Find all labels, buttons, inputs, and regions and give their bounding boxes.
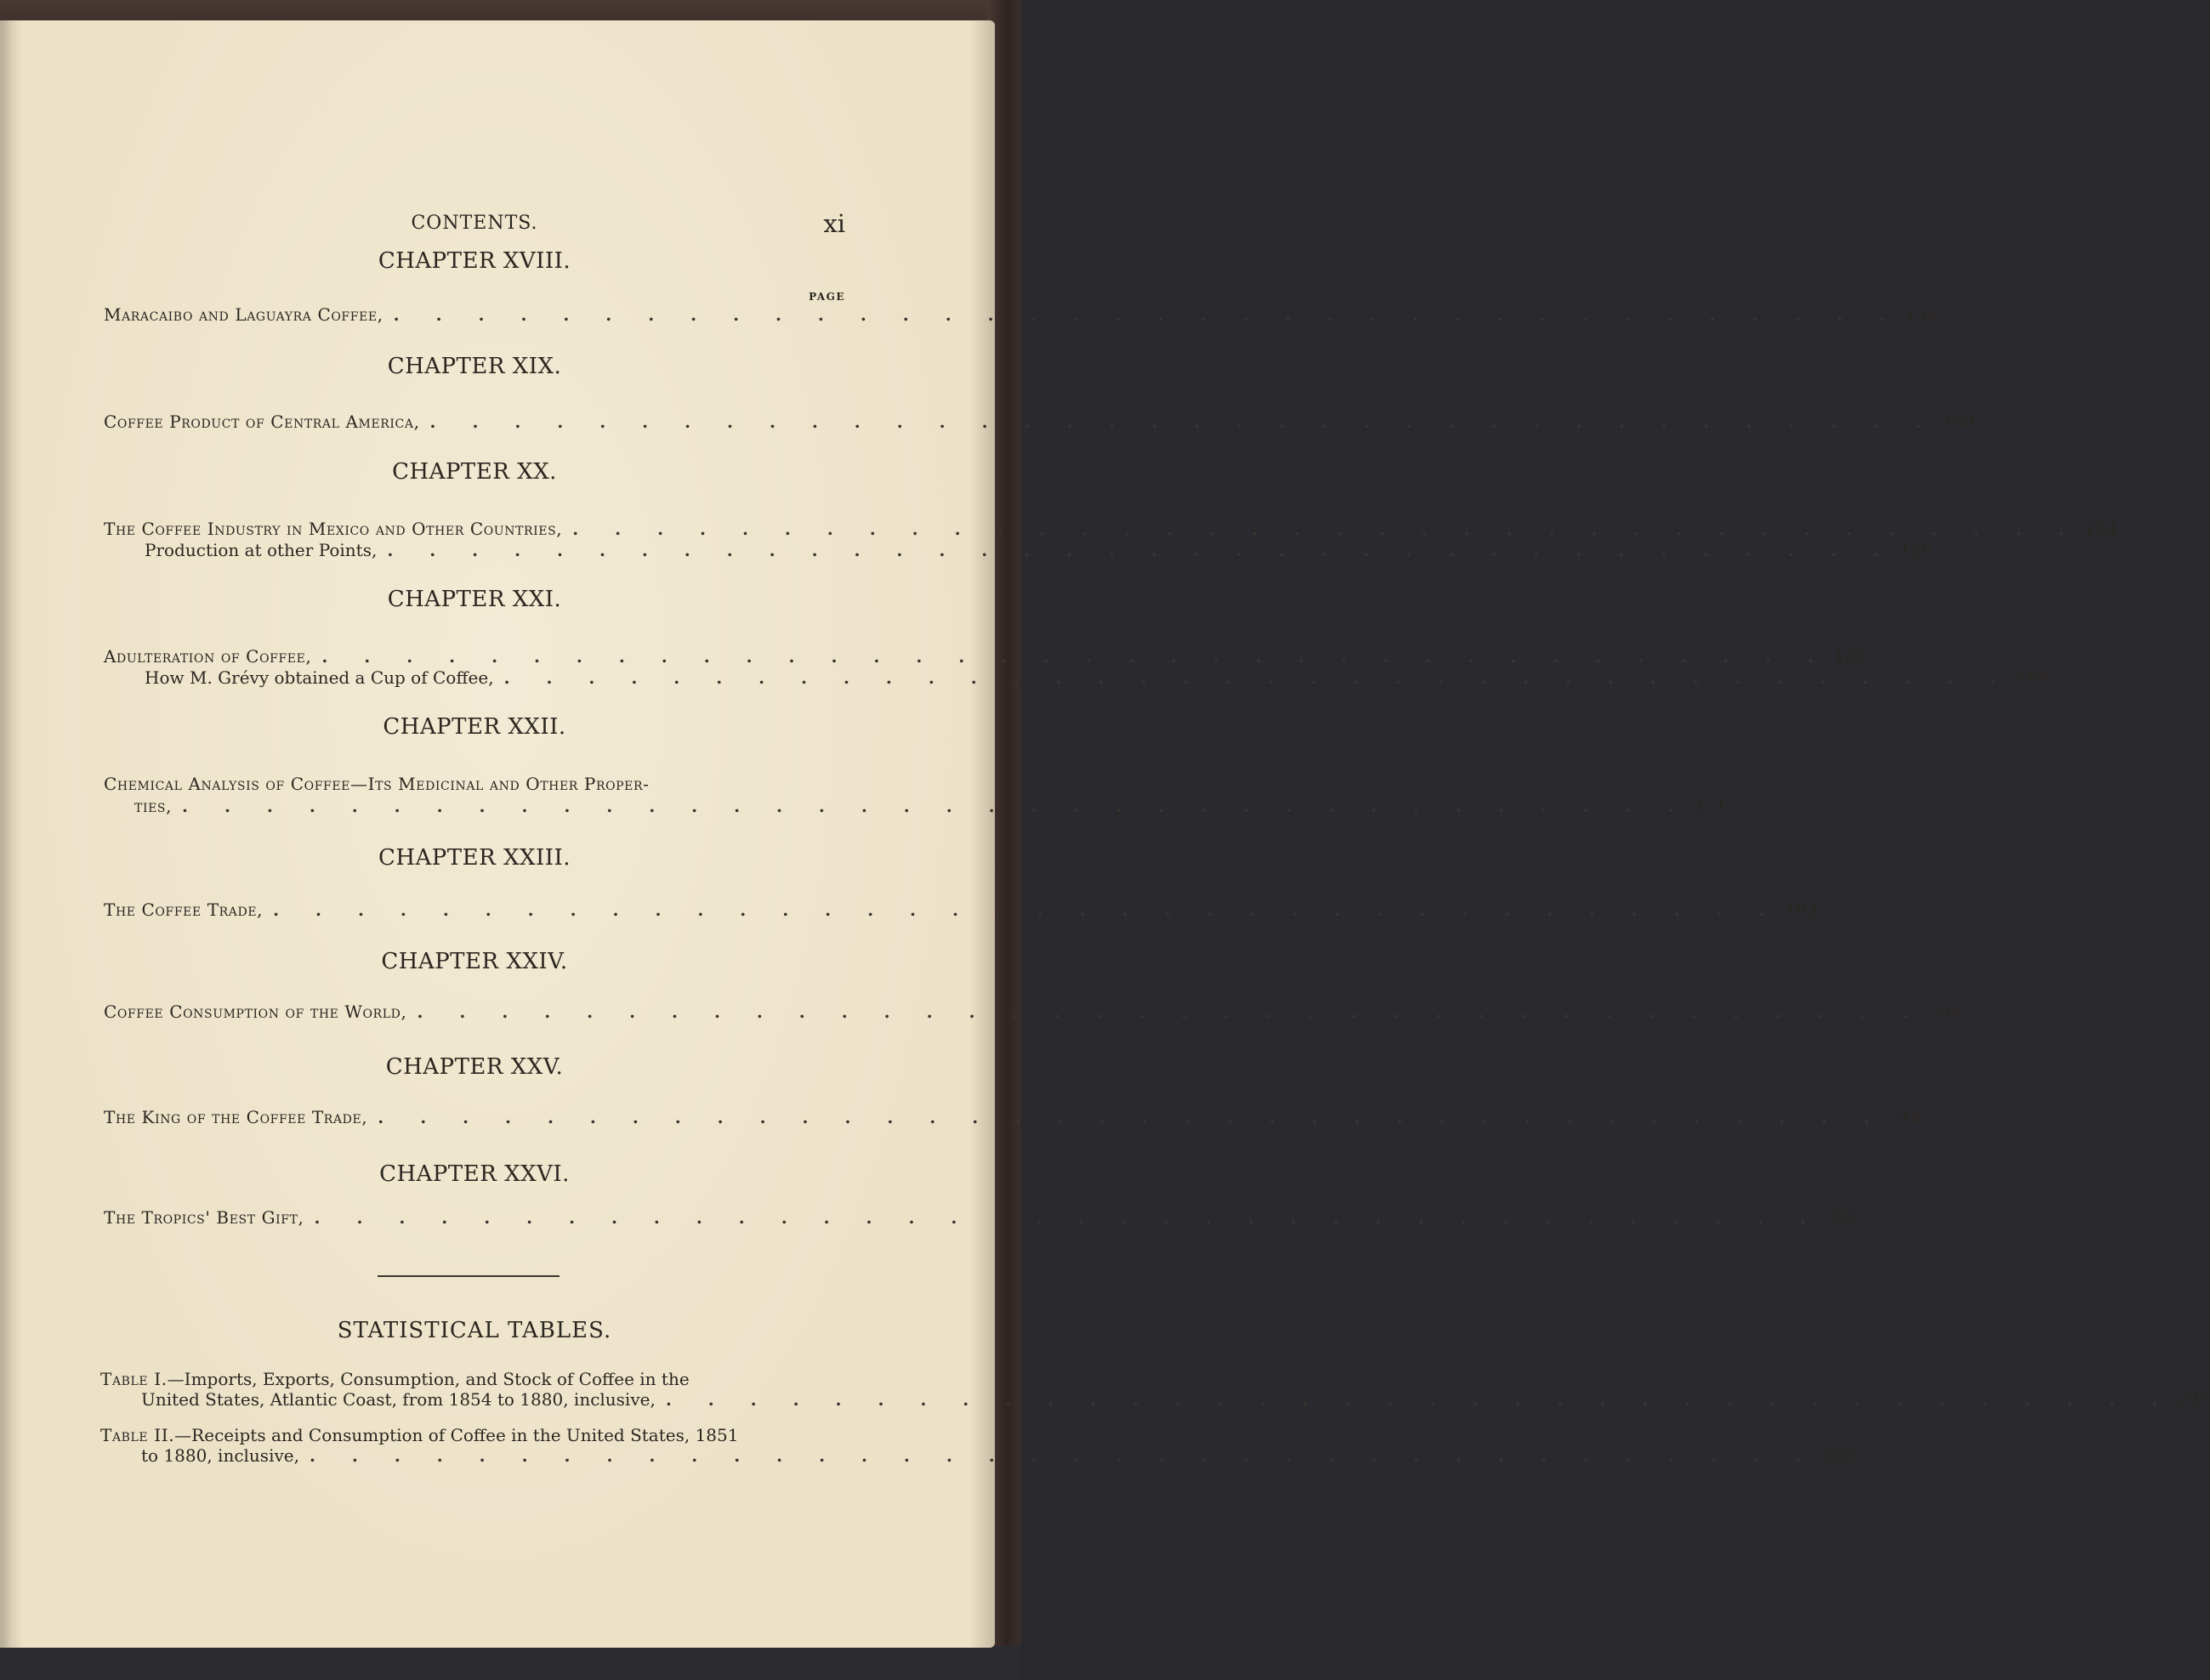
entry-title-line1: Chemical Analysis of Coffee—Its Medicinal and Other Proper- bbox=[104, 774, 650, 794]
entry-page: 221 bbox=[1826, 1207, 1860, 1228]
dot-leader: . . . . . . . . . . . . . . . . . . . . . . . . . . . . . . . . . . . . bbox=[429, 411, 1937, 432]
entry-title: How M. Grévy obtained a Cup of Coffee, bbox=[145, 667, 494, 688]
table-page: 227 bbox=[2178, 1389, 2210, 1410]
dot-leader: . . . . . . . . . . . . . . . . . . . . . . . . . . . . . . . . . . . . bbox=[182, 796, 1690, 816]
dot-leader: . . . . . . . . . . . . . . . . . . . . . . . . . . . . . . . . . . . . bbox=[273, 900, 1781, 920]
table-description-cont: United States, Atlantic Coast, from 1854 to 1880, inclusive, bbox=[141, 1389, 656, 1410]
dot-leader: . . . . . . . . . . . . . . . . . . . . . . . . . . . . . . . . . . . . bbox=[503, 667, 2011, 688]
dot-leader: . . . . . . . . . . . . . . . . . . . . . . . . . . . . . . . . . . . . bbox=[314, 1207, 1821, 1228]
toc-entry bbox=[104, 303, 1939, 326]
table-entry-line2 bbox=[104, 1388, 2210, 1411]
table-description-cont: to 1880, inclusive, bbox=[141, 1445, 299, 1466]
section-divider-rule bbox=[378, 1275, 560, 1277]
chapter-heading: CHAPTER XXV. bbox=[385, 1054, 564, 1080]
chapter-heading: CHAPTER XXVI. bbox=[379, 1161, 570, 1187]
table-page: 228 bbox=[1821, 1445, 1855, 1466]
dot-leader: . . . . . . . . . . . . . . . . . . . . . . . . . . . . . . . . . . . . bbox=[665, 1389, 2173, 1410]
toc-entry bbox=[104, 794, 1727, 818]
dot-leader: . . . . . . . . . . . . . . . . . . . . . . . . . . . . . . . . . . . . bbox=[378, 1107, 1885, 1127]
entry-page: 154 bbox=[2084, 519, 2117, 539]
running-head bbox=[104, 209, 845, 241]
entry-title-line2: ties, bbox=[134, 796, 173, 816]
book-page bbox=[0, 20, 2210, 1648]
entry-page: 171 bbox=[1694, 796, 1727, 816]
toc-entry bbox=[104, 1206, 1860, 1229]
dot-leader: . . . . . . . . . . . . . . . . . . . . . . . . . . . . . . . . . . . . bbox=[417, 1002, 1924, 1022]
toc-entry bbox=[104, 1000, 1963, 1024]
chapter-heading: CHAPTER XXIV. bbox=[381, 949, 568, 974]
toc-subentry bbox=[104, 666, 2049, 690]
entry-page: 204 bbox=[1929, 1002, 1963, 1022]
entry-title: The Coffee Industry in Mexico and Other Countries, bbox=[104, 519, 563, 539]
entry-title: The King of the Coffee Trade, bbox=[104, 1107, 368, 1127]
toc-entry bbox=[104, 517, 2117, 541]
table-description: —Imports, Exports, Consumption, and Stock of Coffee in the bbox=[167, 1369, 690, 1389]
entry-page: 183 bbox=[1785, 900, 1818, 920]
dot-leader: . . . . . . . . . . . . . . . . . . . . . . . . . . . . . . . . . . . . bbox=[393, 304, 1901, 325]
entry-page: 146 bbox=[1906, 304, 1939, 325]
toc-entry bbox=[104, 644, 1866, 668]
entry-page: 150 bbox=[1941, 411, 1975, 432]
entry-title: The Coffee Trade, bbox=[104, 900, 264, 920]
toc-subentry bbox=[104, 538, 1932, 562]
toc-entry bbox=[104, 410, 1975, 434]
table-label: Table II. bbox=[100, 1425, 175, 1445]
table-entry-line2 bbox=[104, 1444, 1855, 1467]
chapter-heading: CHAPTER XXII. bbox=[383, 714, 566, 740]
toc-entry bbox=[104, 1105, 1923, 1129]
chapter-heading: CHAPTER XXIII. bbox=[378, 845, 571, 871]
spine-shadow bbox=[0, 20, 10, 1648]
dot-leader: . . . . . . . . . . . . . . . . . . . . . . . . . . . . . . . . . . . . bbox=[321, 646, 1829, 667]
statistical-tables-heading: STATISTICAL TABLES. bbox=[337, 1318, 612, 1343]
chapter-heading: CHAPTER XIX. bbox=[387, 354, 562, 379]
entry-page: 162 bbox=[1833, 646, 1866, 667]
entry-title: Coffee Product of Central America, bbox=[104, 411, 420, 432]
entry-title: Maracaibo and Laguayra Coffee, bbox=[104, 304, 383, 325]
entry-title: Production at other Points, bbox=[145, 540, 378, 560]
table-label: Table I. bbox=[100, 1369, 168, 1389]
dot-leader: . . . . . . . . . . . . . . . . . . . . . . . . . . . . . . . . . . . . bbox=[309, 1445, 1817, 1466]
chapter-heading: CHAPTER XX. bbox=[392, 459, 557, 485]
running-head-title: CONTENTS. bbox=[411, 213, 538, 234]
page-column-label: PAGE bbox=[809, 291, 845, 303]
entry-title: Coffee Consumption of the World, bbox=[104, 1002, 407, 1022]
entry-page: 156 bbox=[1899, 540, 1932, 560]
entry-page: 169 bbox=[2015, 667, 2049, 688]
dot-leader: . . . . . . . . . . . . . . . . . . . . . . . . . . . . . . . . . . . . bbox=[387, 540, 1895, 560]
entry-page: 218 bbox=[1889, 1107, 1923, 1127]
page-number: xi bbox=[823, 209, 845, 238]
entry-title: Adulteration of Coffee, bbox=[104, 646, 312, 667]
chapter-heading: CHAPTER XVIII. bbox=[378, 248, 571, 274]
chapter-heading: CHAPTER XXI. bbox=[387, 587, 562, 612]
dot-leader: . . . . . . . . . . . . . . . . . . . . . . . . . . . . . . . . . . . . bbox=[572, 519, 2080, 539]
book-cover-bottom-edge bbox=[0, 1646, 1020, 1680]
toc-entry bbox=[104, 898, 1818, 922]
entry-title: The Tropics' Best Gift, bbox=[104, 1207, 304, 1228]
table-description: —Receipts and Consumption of Coffee in the United States, 1851 bbox=[174, 1425, 739, 1445]
